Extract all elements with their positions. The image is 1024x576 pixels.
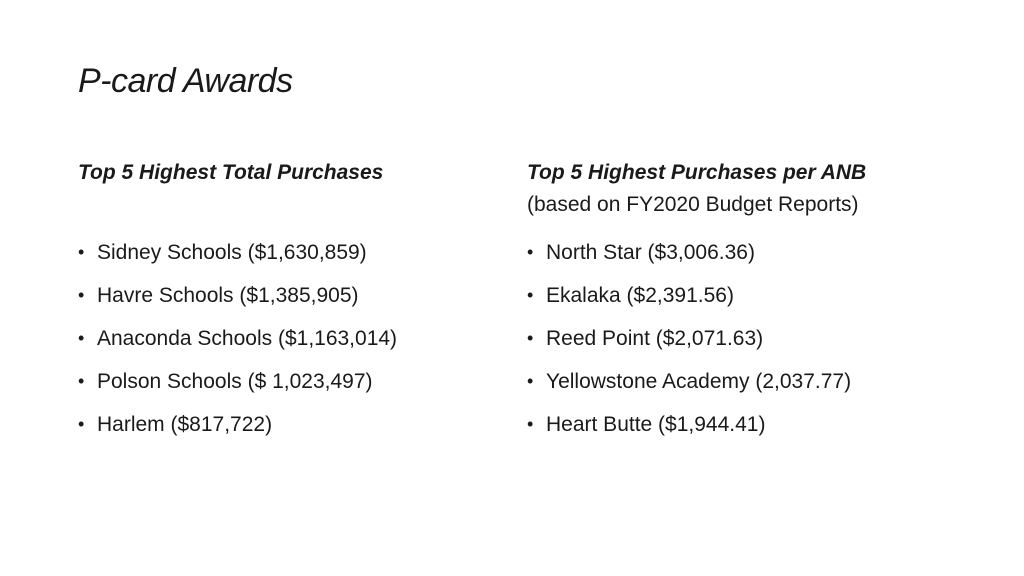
slide-title: P-card Awards [78,62,293,100]
list-item-text: Harlem ($817,722) [97,413,273,436]
list-item-text: Ekalaka ($2,391.56) [546,284,734,307]
bullet-icon: • [78,414,85,434]
list-item-text: Anaconda Schools ($1,163,014) [97,327,398,350]
list-item-text: Havre Schools ($1,385,905) [97,284,359,307]
bullet-icon: • [78,371,85,391]
bullet-icon: • [527,371,534,391]
list-item [527,317,851,360]
list-item [527,360,851,403]
list-item [78,274,397,317]
right-bullet-list [527,231,851,446]
bullet-icon: • [527,242,534,262]
right-column-heading: Top 5 Highest Purchases per ANB [527,161,867,184]
list-item [78,403,397,446]
list-item [78,360,397,403]
list-item [78,231,397,274]
right-column-subheading: (based on FY2020 Budget Reports) [527,193,859,216]
list-item [527,403,851,446]
list-item [78,317,397,360]
list-item-text: North Star ($3,006.36) [546,241,755,264]
right-column [527,157,997,436]
bullet-icon: • [527,285,534,305]
left-column-heading: Top 5 Highest Total Purchases [78,161,384,184]
bullet-icon: • [527,414,534,434]
list-item [527,231,851,274]
list-item-text: Reed Point ($2,071.63) [546,327,764,350]
list-item-text: Polson Schools ($ 1,023,497) [97,370,373,393]
list-item [527,274,851,317]
left-column [78,157,518,436]
bullet-icon: • [78,328,85,348]
bullet-icon: • [78,285,85,305]
bullet-icon: • [527,328,534,348]
list-item-text: Sidney Schools ($1,630,859) [97,241,367,264]
left-bullet-list [78,231,397,446]
list-item-text: Yellowstone Academy (2,037.77) [546,370,852,393]
list-item-text: Heart Butte ($1,944.41) [546,413,766,436]
bullet-icon: • [78,242,85,262]
